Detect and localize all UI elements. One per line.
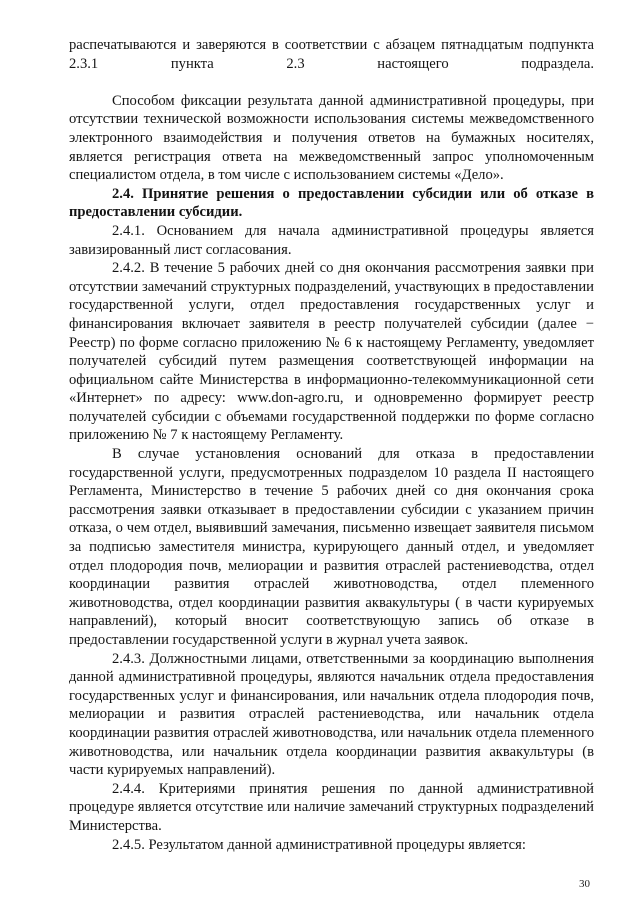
- paragraph-2-4-5: 2.4.5. Результатом данной административной процедуры является:: [112, 836, 526, 853]
- page-number: 30: [579, 878, 590, 890]
- paragraph-2: Способом фиксации результата данной административной процедуры, при отсутствии технической возможности использования системы межведомственного электронного взаимодействия и получения ответов на бумажных носителях, является регистрация ответа на межведомственный запрос уполномоченным специалистом отдела, в том числе с использованием системы «Дело».: [69, 92, 594, 184]
- document-page: [69, 36, 594, 854]
- paragraph-2-4-1: 2.4.1. Основанием для начала административной процедуры является завизированный лист согласования.: [69, 222, 594, 258]
- paragraph-1: распечатываются и заверяются в соответствии с абзацем пятнадцатым подпункта 2.3.1 пункта 2.3 настоящего подраздела.: [69, 37, 594, 72]
- paragraph-2-4-4: 2.4.4. Критериями принятия решения по данной административной процедуре является отсутствие или наличие замечаний структурных подразделений Министерства.: [69, 780, 594, 834]
- paragraph-refusal: В случае установления оснований для отказа в предоставлении государственной услуги, предусмотренных подразделом 10 раздела II настоящего Регламента, Министерство в течение 5 рабочих дней со дня окончания срока рассмотрения заявки отказывает в предоставлении субсидии с указанием причин отказа, о чем отдел, выявивший замечания, письменно извещает заявителя письмом за подписью заместителя министра, курирующего данный отдел, и уведомляет отдел плодородия почв, мелиорации и развития отраслей растениеводства, отдел координации развития отраслей животноводства, отдел племенного животноводства, отдел координации развития аквакультуры ( в части курируемых направлений), который вносит соответствующую запись об отказе в предоставлении государственной услуги в журнал учета заявок.: [69, 446, 594, 648]
- paragraph-2-4-2: 2.4.2. В течение 5 рабочих дней со дня окончания рассмотрения заявки при отсутствии замечаний структурных подразделений, участвующих в предоставлении государственной услуги, отдел предоставления государственных услуг и финансирования включает заявителя в реестр получателей субсидии (далее − Реестр) по форме согласно приложению № 6 к настоящему Регламенту, уведомляет получателей субсидий путем размещения соответствующей информации на официальном сайте Министерства в информационно-телекоммуникационной сети «Интернет» по адресу: www.don-agro.ru, и одновременно формирует реестр получателей субсидии с объемами государственной поддержки по форме согласно приложению № 7 к настоящему Регламенту.: [69, 260, 594, 444]
- section-heading-2-4: 2.4. Принятие решения о предоставлении субсидии или об отказе в предоставлении субсидии.: [69, 185, 594, 221]
- paragraph-2-4-3: 2.4.3. Должностными лицами, ответственными за координацию выполнения данной административной процедуры, являются начальник отдела предоставления государственных услуг и финансирования, или начальник отдела плодородия почв, мелиорации и развития отраслей растениеводства, или начальник отдела координации развития отраслей животноводства, или начальник отдела племенного животноводства, или начальник отдела координации развития аквакультуры (в части курируемых направлений).: [69, 650, 594, 779]
